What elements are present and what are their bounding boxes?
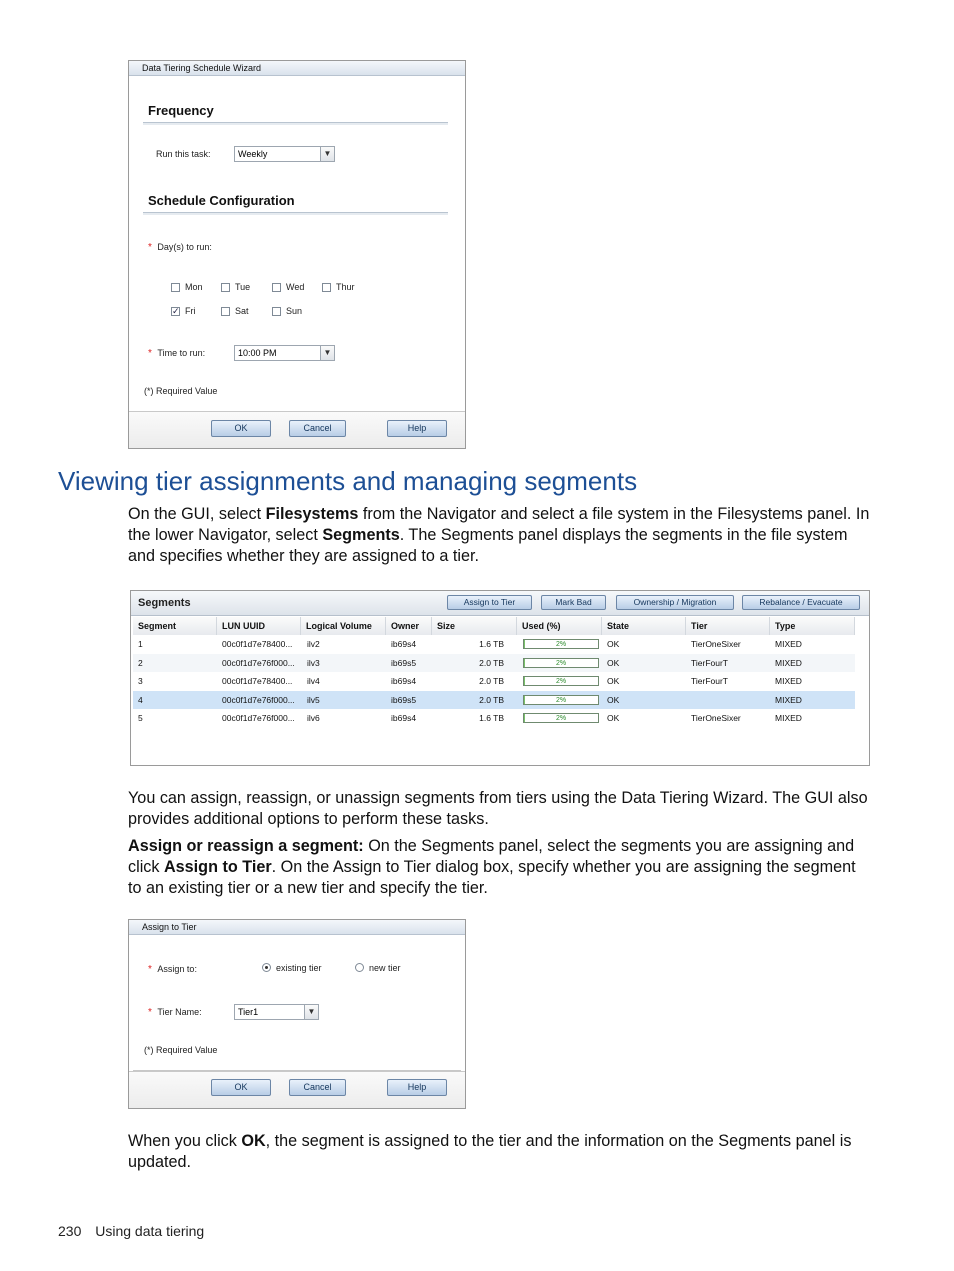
- required-note: (*) Required Value: [144, 386, 218, 396]
- column-header-size[interactable]: Size: [432, 617, 517, 635]
- cell-type: MIXED: [775, 694, 802, 705]
- table-row[interactable]: [133, 709, 855, 727]
- chevron-down-icon: ▼: [320, 147, 334, 161]
- column-header-owner[interactable]: Owner: [386, 617, 432, 635]
- cell-lv: ilv4: [307, 676, 320, 686]
- usage-bar: [523, 639, 599, 649]
- cell-type: MIXED: [775, 639, 802, 649]
- para-bold: Assign to Tier: [163, 858, 272, 876]
- cell-state: OK: [607, 713, 620, 723]
- page-number: 230: [58, 1223, 82, 1239]
- rebalance-evacuate-button[interactable]: Rebalance / Evacuate: [742, 595, 860, 610]
- cell-segment: 5: [138, 713, 143, 723]
- day-label-thur: Thur: [336, 282, 355, 292]
- cell-tier: TierOneSixer: [691, 639, 741, 649]
- segments-title: Segments: [138, 597, 191, 609]
- ok-button[interactable]: OK: [211, 420, 271, 437]
- run-task-value: Weekly: [238, 149, 268, 159]
- column-header-segment[interactable]: Segment: [133, 617, 217, 635]
- cell-lun: 00c0f1d7e76f000...: [222, 713, 295, 723]
- cell-lun: 00c0f1d7e78400...: [222, 676, 293, 686]
- tier-name-label: Tier Name:: [157, 1007, 202, 1017]
- chevron-down-icon: ▼: [304, 1005, 318, 1019]
- cell-segment: 3: [138, 676, 143, 686]
- cancel-button[interactable]: Cancel: [289, 1079, 346, 1096]
- tier-name-value: Tier1: [238, 1007, 259, 1017]
- help-button[interactable]: Help: [387, 420, 447, 437]
- cell-lv: ilv6: [307, 713, 320, 723]
- usage-text: 2%: [555, 659, 567, 667]
- assign-label-row: [148, 964, 197, 975]
- required-asterisk: *: [148, 964, 152, 975]
- para-bold: Segments: [322, 526, 400, 544]
- cell-lv: ilv2: [307, 639, 320, 649]
- cell-tier: TierFourT: [691, 657, 728, 668]
- cell-lv: ilv3: [307, 657, 320, 668]
- cell-size: 1.6 TB: [479, 713, 504, 723]
- cell-tier: TierFourT: [691, 676, 728, 686]
- paragraph-intro: [128, 504, 872, 567]
- radio-existing-tier[interactable]: [262, 963, 271, 972]
- run-task-label: Run this task:: [156, 149, 211, 159]
- day-label-sun: Sun: [286, 306, 303, 316]
- cell-owner: ib69s4: [391, 639, 417, 649]
- cell-type: MIXED: [775, 657, 802, 668]
- paragraph-result: [128, 1131, 872, 1173]
- cell-state: OK: [607, 657, 620, 668]
- section-heading: Viewing tier assignments and managing segments: [58, 466, 638, 496]
- assign-dialog-title: Assign to Tier: [129, 920, 465, 935]
- assign-label: Assign to:: [157, 964, 197, 974]
- cell-state: OK: [607, 676, 620, 686]
- column-header-logical-volume[interactable]: Logical Volume: [301, 617, 386, 635]
- assign-to-tier-dialog: [128, 919, 466, 1109]
- cell-size: 2.0 TB: [479, 657, 504, 668]
- checkbox-wed[interactable]: [272, 283, 281, 292]
- column-header-used[interactable]: Used (%): [517, 617, 602, 635]
- table-row[interactable]: [133, 654, 855, 672]
- para-text: from the Navigator and select a file system in the Filesystems panel. In the lower Navigator, select: [128, 505, 870, 544]
- run-task-select[interactable]: [234, 146, 335, 162]
- required-asterisk: *: [148, 348, 152, 359]
- ok-button[interactable]: OK: [211, 1079, 271, 1096]
- para-bold: Assign or reassign a segment:: [128, 837, 364, 855]
- help-button[interactable]: Help: [387, 1079, 447, 1096]
- usage-bar: [523, 676, 599, 686]
- usage-bar: [523, 713, 599, 723]
- para-bold: Filesystems: [265, 505, 359, 523]
- cell-lun: 00c0f1d7e76f000...: [222, 694, 295, 705]
- day-label-wed: Wed: [286, 282, 305, 292]
- cell-owner: ib69s4: [391, 713, 417, 723]
- paragraph-options: You can assign, reassign, or unassign segments from tiers using the Data Tiering Wizard. The GUI also provides additional options to perform these tasks.: [128, 789, 868, 828]
- required-asterisk: *: [148, 242, 152, 253]
- cell-state: OK: [607, 639, 620, 649]
- day-label-sat: Sat: [235, 306, 249, 316]
- day-label-tue: Tue: [235, 282, 251, 292]
- column-header-tier[interactable]: Tier: [686, 617, 770, 635]
- cell-type: MIXED: [775, 676, 802, 686]
- tier-name-label-row: [148, 1007, 202, 1018]
- para-text: , the segment is assigned to the tier and the information on the Segments panel is updated.: [128, 1132, 852, 1171]
- para-bold: OK: [241, 1132, 266, 1150]
- required-note: (*) Required Value: [144, 1045, 218, 1055]
- column-header-type[interactable]: Type: [770, 617, 855, 635]
- cell-tier: TierOneSixer: [691, 713, 741, 723]
- new-tier-label: new tier: [369, 963, 401, 973]
- radio-new-tier[interactable]: [355, 963, 364, 972]
- mark-bad-button[interactable]: Mark Bad: [541, 595, 606, 610]
- cell-size: 2.0 TB: [479, 676, 504, 686]
- cell-owner: ib69s5: [391, 657, 417, 668]
- tier-name-combo[interactable]: [234, 1004, 319, 1020]
- wizard-title: Data Tiering Schedule Wizard: [129, 61, 465, 76]
- cell-type: MIXED: [775, 713, 802, 723]
- para-text: When you click: [128, 1132, 242, 1150]
- table-row[interactable]: [133, 672, 855, 690]
- page-footer: [58, 1223, 204, 1239]
- cell-segment: 4: [138, 694, 143, 705]
- cell-size: 1.6 TB: [479, 639, 504, 649]
- cell-lun: 00c0f1d7e76f000...: [222, 657, 295, 668]
- cell-lv: ilv5: [307, 694, 320, 705]
- para-text: On the Segments panel, select the segments you are assigning and click: [128, 837, 855, 876]
- checkbox-tue[interactable]: [221, 283, 230, 292]
- existing-tier-label: existing tier: [276, 963, 322, 973]
- para-text: . The Segments panel displays the segments in the file system and specifies whether they are assigned to a tier.: [128, 526, 848, 565]
- days-label: Day(s) to run:: [157, 242, 212, 252]
- cell-owner: ib69s4: [391, 676, 417, 686]
- paragraph-assign: [128, 836, 872, 899]
- para-text: . On the Assign to Tier dialog box, specify whether you are assigning the segment to an existing tier or a new tier and specify the tier.: [128, 858, 856, 897]
- cell-lun: 00c0f1d7e78400...: [222, 639, 293, 649]
- table-row[interactable]: [133, 691, 855, 709]
- cell-owner: ib69s5: [391, 694, 417, 705]
- usage-text: 2%: [555, 696, 567, 704]
- cell-size: 2.0 TB: [479, 694, 504, 705]
- para-text: On the GUI, select: [128, 505, 266, 523]
- cell-state: OK: [607, 694, 620, 705]
- checkbox-sun[interactable]: [272, 307, 281, 316]
- time-label-row: [148, 348, 205, 359]
- cancel-button[interactable]: Cancel: [289, 420, 346, 437]
- cell-segment: 1: [138, 639, 143, 649]
- cell-segment: 2: [138, 657, 143, 668]
- time-value: 10:00 PM: [238, 348, 277, 358]
- checkbox-thur[interactable]: [322, 283, 331, 292]
- usage-text: 2%: [555, 678, 567, 685]
- time-select[interactable]: [234, 345, 335, 361]
- checkbox-sat[interactable]: [221, 307, 230, 316]
- usage-bar: [523, 695, 599, 705]
- days-label-row: [148, 242, 212, 253]
- day-label-fri: Fri: [185, 306, 196, 316]
- time-label: Time to run:: [157, 348, 206, 358]
- day-label-mon: Mon: [185, 282, 203, 292]
- checkbox-fri[interactable]: ✓: [172, 306, 180, 316]
- schedule-config-heading: Schedule Configuration: [143, 193, 448, 213]
- usage-text: 2%: [555, 715, 567, 722]
- segments-header: [131, 591, 869, 616]
- frequency-heading: Frequency: [143, 103, 448, 123]
- column-header-lun-uuid[interactable]: LUN UUID: [217, 617, 301, 635]
- table-row[interactable]: [133, 635, 855, 653]
- required-asterisk: *: [148, 1007, 152, 1018]
- chapter-title: Using data tiering: [95, 1223, 205, 1239]
- segments-panel: [130, 590, 870, 766]
- ownership-migration-button[interactable]: Ownership / Migration: [616, 595, 734, 610]
- usage-bar: [523, 658, 599, 668]
- checkbox-mon[interactable]: [171, 283, 180, 292]
- schedule-wizard-dialog: [128, 60, 466, 449]
- assign-to-tier-button[interactable]: Assign to Tier: [447, 595, 532, 610]
- chevron-down-icon: ▼: [320, 346, 334, 360]
- column-header-state[interactable]: State: [602, 617, 686, 635]
- usage-text: 2%: [555, 641, 567, 648]
